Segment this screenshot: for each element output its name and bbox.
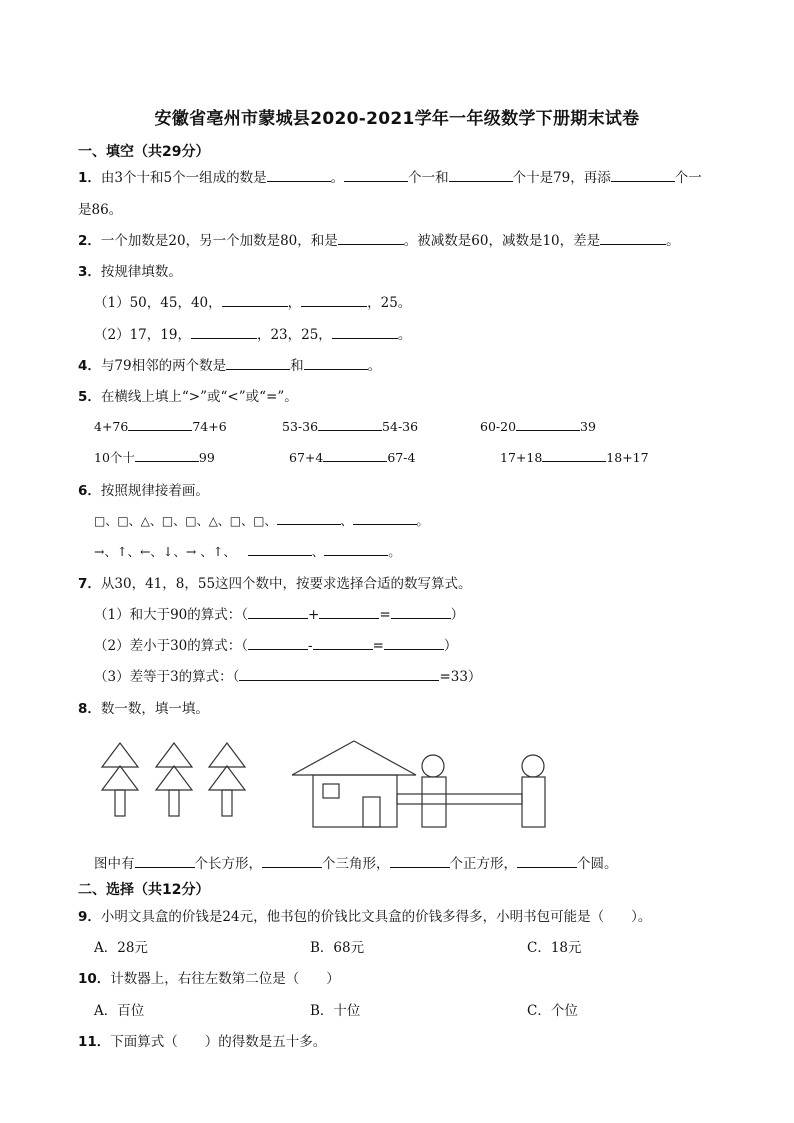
q8-text: 图中有 [94,856,135,872]
q3-text: （1）50，45，40， [94,295,222,311]
answer-blank[interactable] [319,605,379,619]
q8-text: 数一数，填一填。 [100,701,209,717]
shapes-figure [0,730,794,840]
triangle-shape [156,743,192,767]
question-number: 10． [78,971,111,987]
answer-blank[interactable] [135,448,199,462]
q7-op: ） [450,607,465,623]
answer-blank[interactable] [600,231,666,245]
triangle-shape [292,741,416,775]
triangle-shape [209,766,245,790]
q3-text: 。 [397,327,412,343]
q7-op: = [379,607,391,623]
question-number: 11． [78,1034,111,1050]
q1-text: 。 [330,170,345,186]
answer-blank[interactable] [135,854,195,868]
q8-text: 个三角形， [322,856,390,872]
question-7 [78,572,472,592]
arrow-sequence: →、↑、←、↓、→ 、↑、 [94,544,236,559]
rectangle-shape [313,775,397,827]
q7-text: （2）差小于30的算式：（ [94,638,249,654]
answer-blank[interactable] [226,356,290,370]
answer-blank[interactable] [248,605,308,619]
answer-blank[interactable] [277,511,341,525]
question-10 [78,967,340,987]
option-c[interactable]: C．个位 [527,1003,578,1019]
compare-item [480,417,596,434]
tree-figure [102,743,138,816]
rectangle-shape [115,790,125,816]
rectangle-shape [363,797,380,827]
compare-left: 60-20 [480,419,517,434]
rectangle-shape [397,794,522,804]
q7-text: 从30，41，8，55这四个数中，按要求选择合适的数写算式。 [100,576,472,592]
option-a[interactable]: A．百位 [94,1003,145,1019]
question-number: 6． [78,483,101,499]
q4-text: 与79相邻的两个数是 [100,358,227,374]
answer-blank[interactable] [611,168,675,182]
q3-text: 按规律填数。 [100,264,182,280]
seesaw-figure [397,755,545,827]
q2-text: 。 [666,233,680,249]
compare-right: 18+17 [606,450,649,465]
q7-op: =33） [439,669,482,685]
q1-text: 个十是79，再添 [512,170,611,186]
q2-text: 。被减数是60，减数是10，差是 [403,233,601,249]
compare-right: 39 [580,419,596,434]
q6-end: 。 [416,514,429,528]
answer-blank[interactable] [517,854,577,868]
answer-blank[interactable] [384,636,444,650]
q2-text: 一个加数是20，另一个加数是80，和是 [100,233,338,249]
q3-part-1 [94,291,411,311]
q3-text: ，25。 [367,295,412,311]
q9-text: 小明文具盒的价钱是24元，他书包的价钱比文具盒的价钱多得多，小明书包可能是（ ）。 [100,909,652,925]
compare-left: 17+18 [500,450,543,465]
q7-op: = [372,638,384,654]
question-number: 8． [78,701,101,717]
question-number: 2． [78,233,101,249]
answer-blank[interactable] [344,168,408,182]
compare-item [94,448,215,466]
option-b[interactable]: B．十位 [310,1003,361,1019]
question-number: 5． [78,389,101,405]
answer-blank[interactable] [304,356,368,370]
answer-blank[interactable] [449,168,513,182]
answer-blank[interactable] [262,854,322,868]
option-a[interactable]: A．28元 [94,940,148,956]
answer-blank[interactable] [267,168,331,182]
triangle-shape [102,743,138,767]
house-figure [292,741,416,827]
q6-end: 。 [388,544,401,559]
compare-right: 54-36 [382,419,419,434]
q7-part-1 [94,603,464,623]
shape-pattern-row [94,511,429,529]
shape-sequence: □、□、△、□、□、△、□、□、 [94,514,277,528]
circle-shape [422,755,444,777]
q4-text: 和 [290,358,304,374]
answer-blank[interactable] [391,605,451,619]
square-shape [323,784,339,798]
q7-op: + [308,607,320,623]
page-title: 安徽省亳州市蒙城县2020-2021学年一年级数学下册期末试卷 [154,109,640,129]
q7-text: （3）差等于3的算式：（ [94,669,240,685]
tree-figure [156,743,192,816]
compare-left: 53-36 [282,419,319,434]
rectangle-shape [522,777,545,827]
compare-item [500,448,649,465]
rectangle-shape [169,790,179,816]
rectangle-shape [422,777,446,827]
answer-blank[interactable] [222,293,288,307]
answer-blank[interactable] [516,417,580,431]
answer-blank[interactable] [239,667,439,681]
option-c[interactable]: C．18元 [527,940,582,956]
q8-text: 个正方形， [449,856,517,872]
compare-left: 10个十 [94,450,135,465]
question-9 [78,905,651,925]
question-8 [78,697,209,717]
q8-text: 个长方形， [194,856,262,872]
q8-answer-line [94,852,618,872]
compare-right: 74+6 [192,419,227,434]
option-b[interactable]: B．68元 [310,940,365,956]
compare-left: 67+4 [289,450,324,465]
arrow-pattern-row [94,542,401,560]
question-4 [78,354,381,374]
compare-right: 67-4 [387,450,416,465]
q6-sep: 、 [311,544,325,559]
q1-text: 个一和 [408,170,449,186]
q3-part-2 [94,323,411,343]
q6-sep: 、 [340,514,353,528]
question-2 [78,229,680,249]
answer-blank[interactable] [324,542,388,556]
answer-blank[interactable] [323,448,387,462]
question-number: 7． [78,576,101,592]
q1-text: 由3个十和5个一组成的数是 [100,170,267,186]
section-2-heading: 二、选择（共12分） [78,882,210,898]
section-1-heading: 一、填空（共29分） [78,144,210,160]
compare-item [289,448,415,465]
question-number: 1． [78,170,101,186]
question-5 [78,385,298,405]
answer-blank[interactable] [338,231,404,245]
question-1 [78,166,702,186]
answer-blank[interactable] [248,542,312,556]
triangle-shape [156,766,192,790]
answer-blank[interactable] [128,417,192,431]
q7-op: - [308,638,313,654]
compare-item [282,417,418,434]
triangle-shape [209,743,245,767]
answer-blank[interactable] [313,636,373,650]
question-11 [78,1030,326,1050]
q3-text: ， [287,295,302,311]
answer-blank[interactable] [191,325,257,339]
circle-shape [522,755,544,777]
answer-blank[interactable] [390,854,450,868]
answer-blank[interactable] [332,325,398,339]
q7-part-2 [94,634,457,654]
q3-text: ，23，25， [256,327,332,343]
answer-blank[interactable] [353,511,417,525]
q5-text: 在横线上填上“>”或“<”或“=”。 [100,389,298,405]
rectangle-shape [222,790,232,816]
compare-item [94,417,227,434]
compare-right: 99 [198,450,215,465]
compare-left: 4+76 [94,419,129,434]
q7-op: ） [443,638,458,654]
q3-text: （2）17，19， [94,327,191,343]
question-number: 4． [78,358,101,374]
question-number: 9． [78,909,101,925]
q7-part-3 [94,665,481,685]
q10-text: 计数器上，右往左数第二位是（ ） [110,971,340,987]
question-3 [78,260,182,280]
q11-text: 下面算式（ ）的得数是五十多。 [110,1034,327,1050]
q4-text: 。 [367,358,382,374]
answer-blank[interactable] [248,636,308,650]
question-number: 3． [78,264,101,280]
answer-blank[interactable] [318,417,382,431]
question-6 [78,479,209,499]
q1-continued: 是86。 [78,202,123,218]
triangle-shape [102,766,138,790]
answer-blank[interactable] [301,293,367,307]
q7-text: （1）和大于90的算式：（ [94,607,249,623]
answer-blank[interactable] [542,448,606,462]
q8-text: 个圆。 [577,856,618,872]
q1-text: 个一 [674,170,702,186]
q6-text: 按照规律接着画。 [100,483,209,499]
tree-figure [209,743,245,816]
